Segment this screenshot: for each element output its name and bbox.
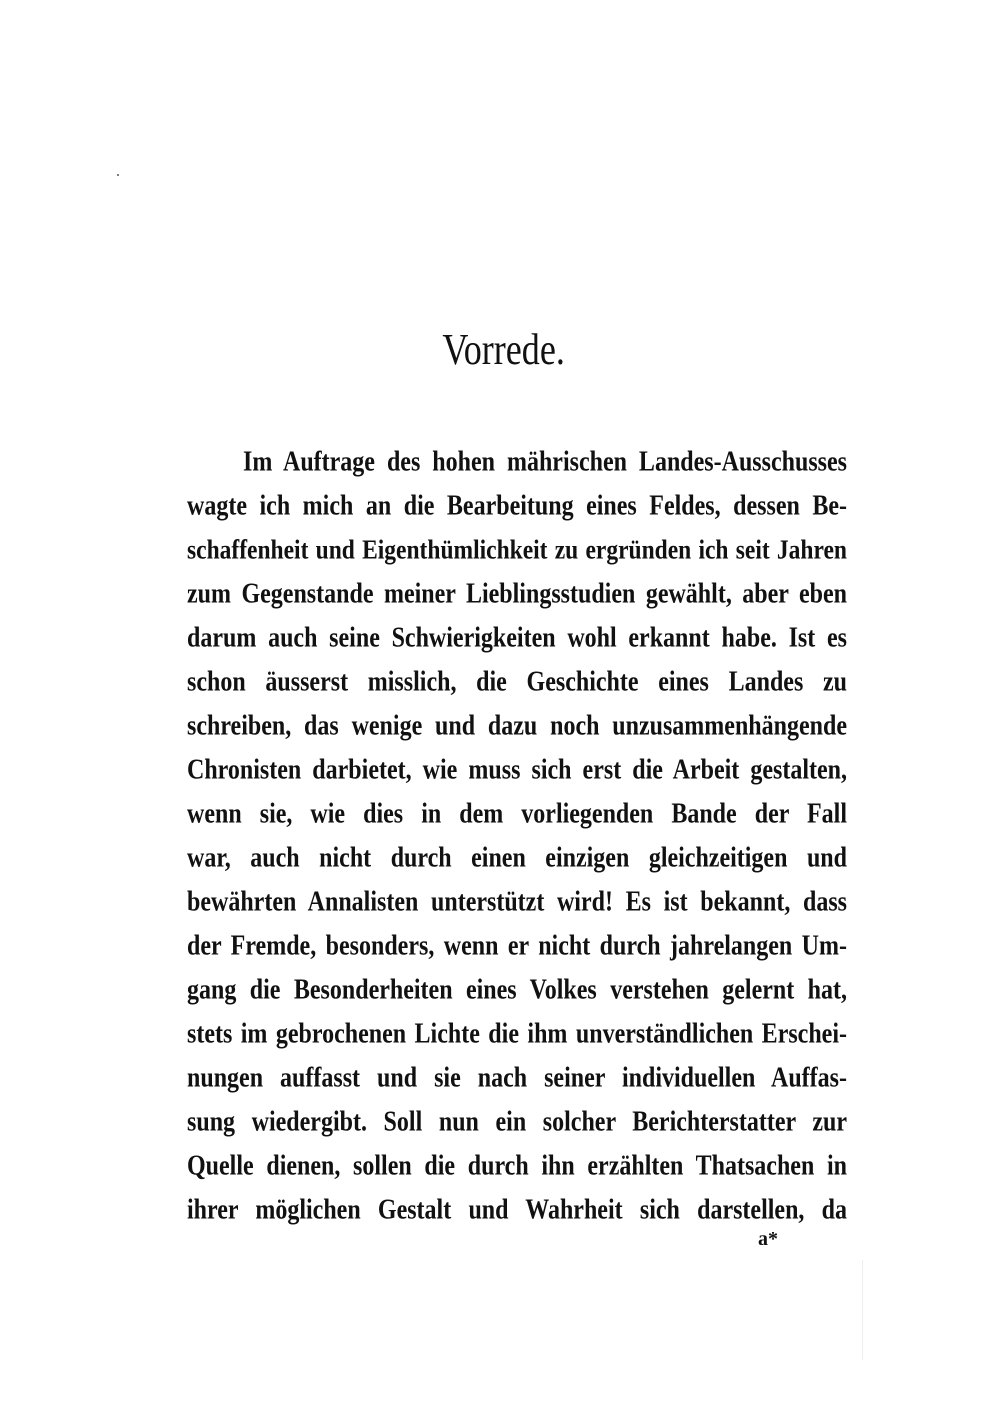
text-line: gang die Besonderheiten eines Volkes verstehen gelernt hat, (187, 974, 847, 1006)
text-line: Chronisten darbietet, wie muss sich erst die Arbeit gestalten, (187, 754, 847, 786)
text-line: war, auch nicht durch einen einzigen gleichzeitigen und (187, 842, 847, 874)
text-line: zum Gegenstande meiner Lieblingsstudien gewählt, aber eben (187, 578, 847, 610)
scan-edge (862, 1260, 863, 1360)
text-line: darum auch seine Schwierigkeiten wohl erkannt habe. Ist es (187, 622, 847, 654)
text-line: der Fremde, besonders, wenn er nicht durch jahrelangen Um- (187, 930, 847, 962)
page-title: Vorrede. (442, 325, 565, 374)
text-line: ihrer möglichen Gestalt und Wahrheit sich darstellen, da (187, 1194, 847, 1226)
body-text (187, 440, 847, 1232)
text-line: bewährten Annalisten unterstützt wird! Es ist bekannt, dass (187, 886, 847, 918)
text-line: wagte ich mich an die Bearbeitung eines Feldes, dessen Be- (187, 490, 847, 522)
text-line: stets im gebrochenen Lichte die ihm unverständlichen Erschei- (187, 1018, 847, 1050)
text-line: schreiben, das wenige und dazu noch unzusammenhängende (187, 710, 847, 742)
text-line: schon äusserst misslich, die Geschichte eines Landes zu (187, 666, 847, 698)
text-line: Quelle dienen, sollen die durch ihn erzählten Thatsachen in (187, 1150, 847, 1182)
signature-mark: a* (758, 1228, 778, 1250)
scan-speck (117, 174, 119, 176)
text-line: wenn sie, wie dies in dem vorliegenden Bande der Fall (187, 798, 847, 830)
text-line: nungen auffasst und sie nach seiner individuellen Auffas- (187, 1062, 847, 1094)
text-line: sung wiedergibt. Soll nun ein solcher Berichterstatter zur (187, 1106, 847, 1138)
text-line: Im Auftrage des hohen mährischen Landes-Ausschusses (243, 446, 847, 478)
text-line: schaffenheit und Eigenthümlichkeit zu ergründen ich seit Jahren (187, 534, 847, 566)
